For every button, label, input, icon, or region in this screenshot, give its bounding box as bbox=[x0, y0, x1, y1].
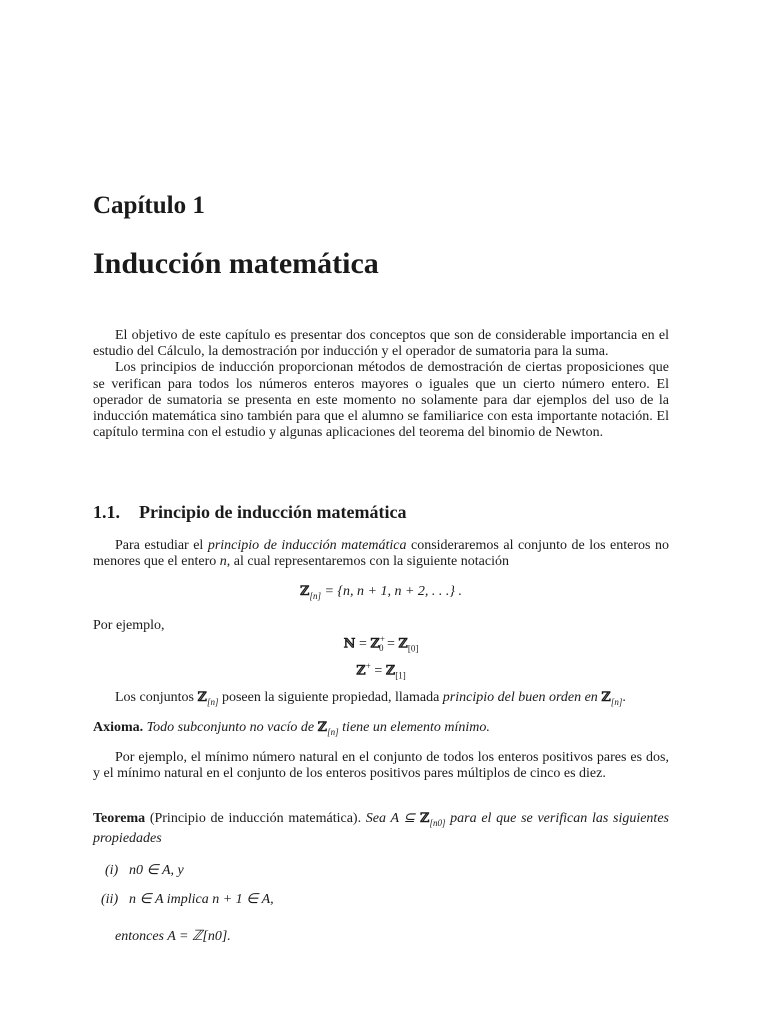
section-number: 1.1. bbox=[93, 502, 120, 522]
section-paragraph-2: Los conjuntos ℤ$_{[n]}$ poseen la siguiente propiedad, llamada principio del buen orden en ℤ$_{[n]}$. bbox=[115, 690, 626, 707]
theorem-name: (Principio de inducción matemática). bbox=[145, 811, 362, 826]
theorem-label: Teorema bbox=[93, 811, 146, 826]
chapter-title: Inducción matemática bbox=[93, 247, 379, 280]
section-paragraph-3: Por ejemplo, el mínimo número natural en el conjunto de todos los enteros positivos pares es dos, y el mínimo natural en el conjunto de los enteros positivos pares múltiplos de cinco es diez. bbox=[93, 750, 669, 782]
theorem-item-2: (ii) n ∈ A implica n + 1 ∈ A, bbox=[101, 892, 274, 907]
example-intro: Por ejemplo, bbox=[93, 618, 165, 633]
intro-section bbox=[93, 328, 669, 441]
theorem-conclusion: entonces A = ℤ[n0]. bbox=[115, 929, 231, 944]
chapter-label: Capítulo 1 bbox=[93, 192, 205, 219]
intro-paragraph-2: Los principios de inducción proporcionan métodos de demostración de ciertas proposiciones que se verifican para todos los números enteros mayores o iguales que un cierto número entero. El operador de sumatoria se presenta en este momento no solamente para dar ejemplos del uso de la inducción matemática sino también para que el alumno se familiarice con esta importante notación. El capítulo termina con el estudio y algunas aplicaciones del teorema del binomio de Newton. bbox=[93, 360, 669, 441]
section-heading bbox=[93, 502, 406, 523]
equation-3: ℤ+ = ℤ$_{[1]}$ bbox=[356, 661, 406, 681]
theorem: Teorema (Principio de inducción matemática). Sea A ⊆ ℤ$_{[n0]}$ para el que se verifican las siguientes propiedades bbox=[93, 811, 669, 846]
intro-paragraph-1: El objetivo de este capítulo es presentar dos conceptos que son de considerable importancia en el estudio del Cálculo, la demostración por inducción y el operador de sumatoria para la suma. bbox=[93, 328, 669, 360]
axiom-label: Axioma. bbox=[93, 720, 144, 735]
emphasis-term: principio de inducción matemática bbox=[207, 538, 407, 553]
section-title: Principio de inducción matemática bbox=[139, 502, 407, 522]
axiom: Axioma. Todo subconjunto no vacío de ℤ$_{[n]}$ tiene un elemento mínimo. bbox=[93, 720, 490, 737]
theorem-item-1: (i) n0 ∈ A, y bbox=[105, 863, 184, 878]
section-paragraph-1: Para estudiar el principio de inducción matemática consideraremos al conjunto de los enteros no menores que el entero n, al cual representaremos con la siguiente notación bbox=[93, 538, 670, 570]
equation-1: ℤ$_{[n]}$ = {n, n + 1, n + 2, . . .} . bbox=[299, 584, 463, 601]
equation-2: ℕ = ℤ+$_0$ = ℤ$_{[0]}$ bbox=[343, 634, 419, 654]
section-body bbox=[93, 538, 669, 570]
